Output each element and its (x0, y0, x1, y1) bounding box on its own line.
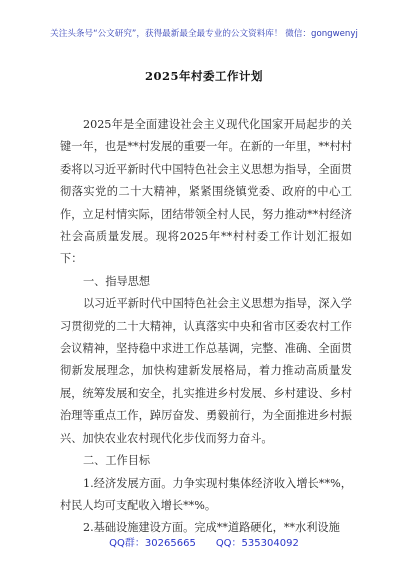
guiding-ideology-paragraph: 以习近平新时代中国特色社会主义思想为指导，深入学习贯彻党的二十大精神，认真落实中央和省市区委农村工作会议精神，坚持稳中求进工作总基调，完整、准确、全面贯彻新发展理念，加快构建新发展格局，着力推动高质量发展，统筹发展和安全，扎实推进乡村发展、乡村建设、乡村治理等重点工作，踔厉奋发、勇毅前行，为全面推进乡村振兴、加快农业农村现代化步伐而努力奋斗。 (60, 297, 352, 445)
document-title: 2025年村委工作计划 (144, 69, 263, 83)
goal-infrastructure-paragraph: 2.基础设施建设方面。完成**道路硬化，**水利设施 (82, 521, 340, 535)
section-heading-guiding-ideology: 一、指导思想 (82, 274, 151, 288)
header-promo-note: 关注头条号“公文研究”，获得最新最全最专业的公文资料库！ 微信：gongwenyj (50, 29, 358, 39)
intro-paragraph: 2025年是全面建设社会主义现代化国家开局起步的关键一年，也是**村发展的重要一年。在新的一年里，**村村委将以习近平新时代中国特色社会主义思想为指导，全面贯彻落实党的二十大精神，紧紧围绕镇党委、政府的中心工作，立足村情实际，团结带领全村人民，努力推动**村经济社会高质量发展。现将2025年**村村委工作计划汇报如下： (60, 118, 352, 266)
document-body (60, 114, 352, 540)
qq-group-number: QQ群：30265665 (109, 538, 196, 549)
qq-number: QQ：535304092 (215, 538, 299, 549)
footer-contact (0, 534, 408, 549)
section-heading-work-goals: 二、工作目标 (82, 454, 151, 468)
goal-economic-paragraph: 1.经济发展方面。力争实现村集体经济收入增长**%，村民人均可支配收入增长**%。 (60, 476, 352, 512)
